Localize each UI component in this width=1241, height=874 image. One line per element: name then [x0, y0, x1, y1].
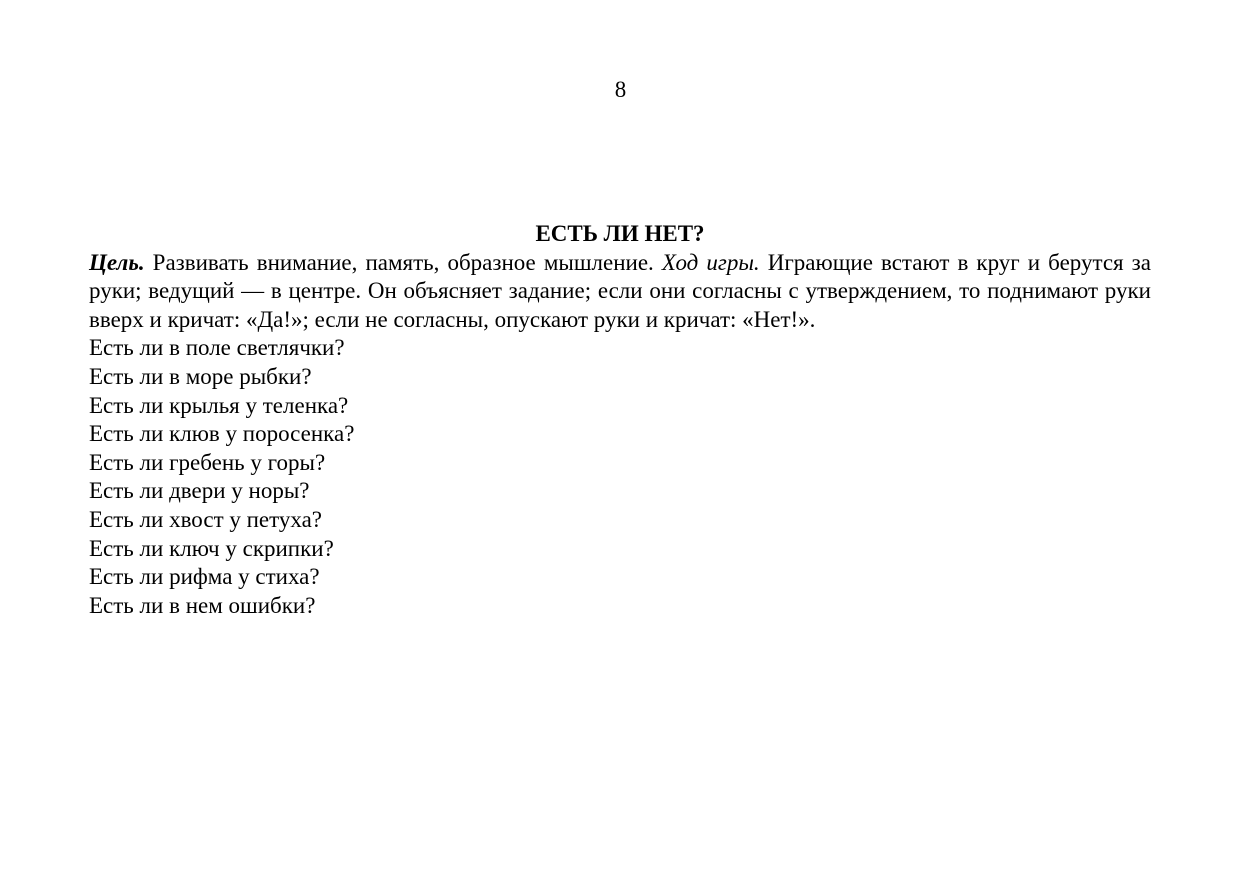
question-item: Есть ли в нем ошибки?: [89, 592, 316, 618]
question-item: Есть ли в поле светлячки?: [89, 335, 345, 361]
page-number: 8: [614, 77, 627, 102]
questions-list: [89, 334, 1151, 620]
game-section: [89, 220, 1151, 620]
question-item: Есть ли хвост у петуха?: [89, 506, 322, 532]
question-item: Есть ли ключ у скрипки?: [89, 535, 334, 561]
procedure-text: Играющие встают в круг и берутся за руки; ведущий — в центре. Он объясняет задание; если они согласны с утверждением, то поднимают руки вверх и кричат: «Да!»; если не согласны, опускают руки и кричат: «Нет!».: [89, 249, 1151, 332]
goal-text: Развивать внимание, память, образное мышление.: [144, 249, 662, 275]
question-item: Есть ли в море рыбки?: [89, 363, 312, 389]
procedure-label: Ход игры.: [661, 249, 760, 275]
section-title: ЕСТЬ ЛИ НЕТ?: [535, 221, 705, 246]
goal-label: Цель.: [89, 249, 145, 275]
question-item: Есть ли гребень у горы?: [89, 449, 326, 475]
question-item: Есть ли клюв у поросенка?: [89, 421, 355, 447]
question-item: Есть ли двери у норы?: [89, 478, 310, 504]
game-description: [89, 249, 1151, 335]
question-item: Есть ли рифма у стиха?: [89, 564, 320, 590]
question-item: Есть ли крылья у теленка?: [89, 392, 349, 418]
